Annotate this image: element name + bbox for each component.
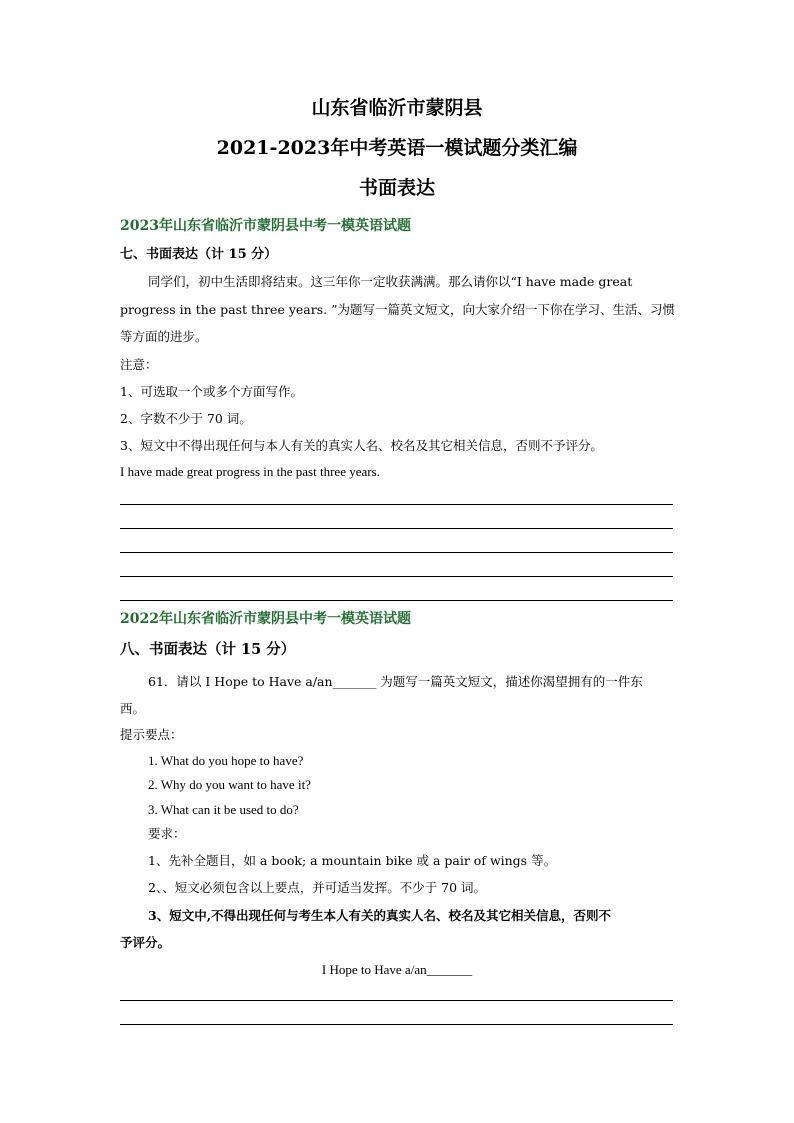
section-2022-hint3: 3. What can it be used to do? — [148, 802, 299, 817]
writing-line — [120, 552, 673, 553]
section-2022-part-title: 八、书面表达（计 15 分） — [120, 641, 296, 658]
doc-title-line3: 书面表达 — [358, 177, 435, 199]
section-2023-heading: 2023年山东省临沂市蒙阴县中考一模英语试题 — [120, 218, 411, 234]
section-2023-prompt-line1: 同学们，初中生活即将结束。这三年你一定收获满满。那么请你以“I have made great — [148, 274, 633, 289]
writing-line — [120, 504, 673, 505]
doc-title-line1: 山东省临沂市蒙阴县 — [311, 97, 483, 119]
section-2023-prompt-line2: progress in the past three years. ”为题写一篇英文短文，向大家介绍一下你在学习、生活、习惯 — [120, 302, 675, 317]
section-2023-part-title: 七、书面表达（计 15 分） — [120, 247, 278, 262]
section-2022-req2: 2、、短文必须包含以上要点，并可适当发挥。不少于 70 词。 — [148, 880, 487, 895]
section-2022-req3-line2: 予评分。 — [120, 935, 171, 950]
writing-line — [120, 576, 673, 577]
section-2023-note3: 3、短文中不得出现任何与本人有关的真实人名、校名及其它相关信息，否则不予评分。 — [120, 438, 603, 453]
section-2022-prompt-line2: 西。 — [120, 701, 146, 716]
section-2023-notes-label: 注意： — [120, 357, 158, 372]
doc-title-line2: 2021-2023年中考英语一模试题分类汇编 — [216, 137, 578, 159]
writing-line — [120, 1000, 673, 1001]
section-2022-heading: 2022年山东省临沂市蒙阴县中考一模英语试题 — [120, 611, 411, 627]
section-2022-essay-title: I Hope to Have a/an_______ — [321, 962, 473, 977]
section-2023-essay-start: I have made great progress in the past three years. — [120, 464, 380, 479]
section-2022-prompt-line1: 61．请以 I Hope to Have a/an_______ 为题写一篇英文短文，描述你渴望拥有的一件东 — [148, 674, 643, 689]
section-2022-hints-label: 提示要点： — [120, 727, 183, 742]
writing-line — [120, 600, 673, 601]
section-2023-note1: 1、可选取一个或多个方面写作。 — [120, 384, 303, 399]
section-2022-req1: 1、先补全题目，如 a book; a mountain bike 或 a pair of wings 等。 — [148, 853, 557, 868]
section-2022-req-label: 要求： — [148, 826, 186, 841]
section-2023-prompt-line3: 等方面的进步。 — [120, 329, 208, 344]
section-2022-req3-line1: 3、短文中,不得出现任何与考生本人有关的真实人名、校名及其它相关信息，否则不 — [148, 908, 612, 923]
writing-line — [120, 1024, 673, 1025]
section-2022-hint1: 1. What do you hope to have? — [148, 753, 304, 768]
section-2023-note2: 2、字数不少于 70 词。 — [120, 411, 252, 426]
section-2022-hint2: 2. Why do you want to have it? — [148, 777, 311, 792]
writing-line — [120, 528, 673, 529]
